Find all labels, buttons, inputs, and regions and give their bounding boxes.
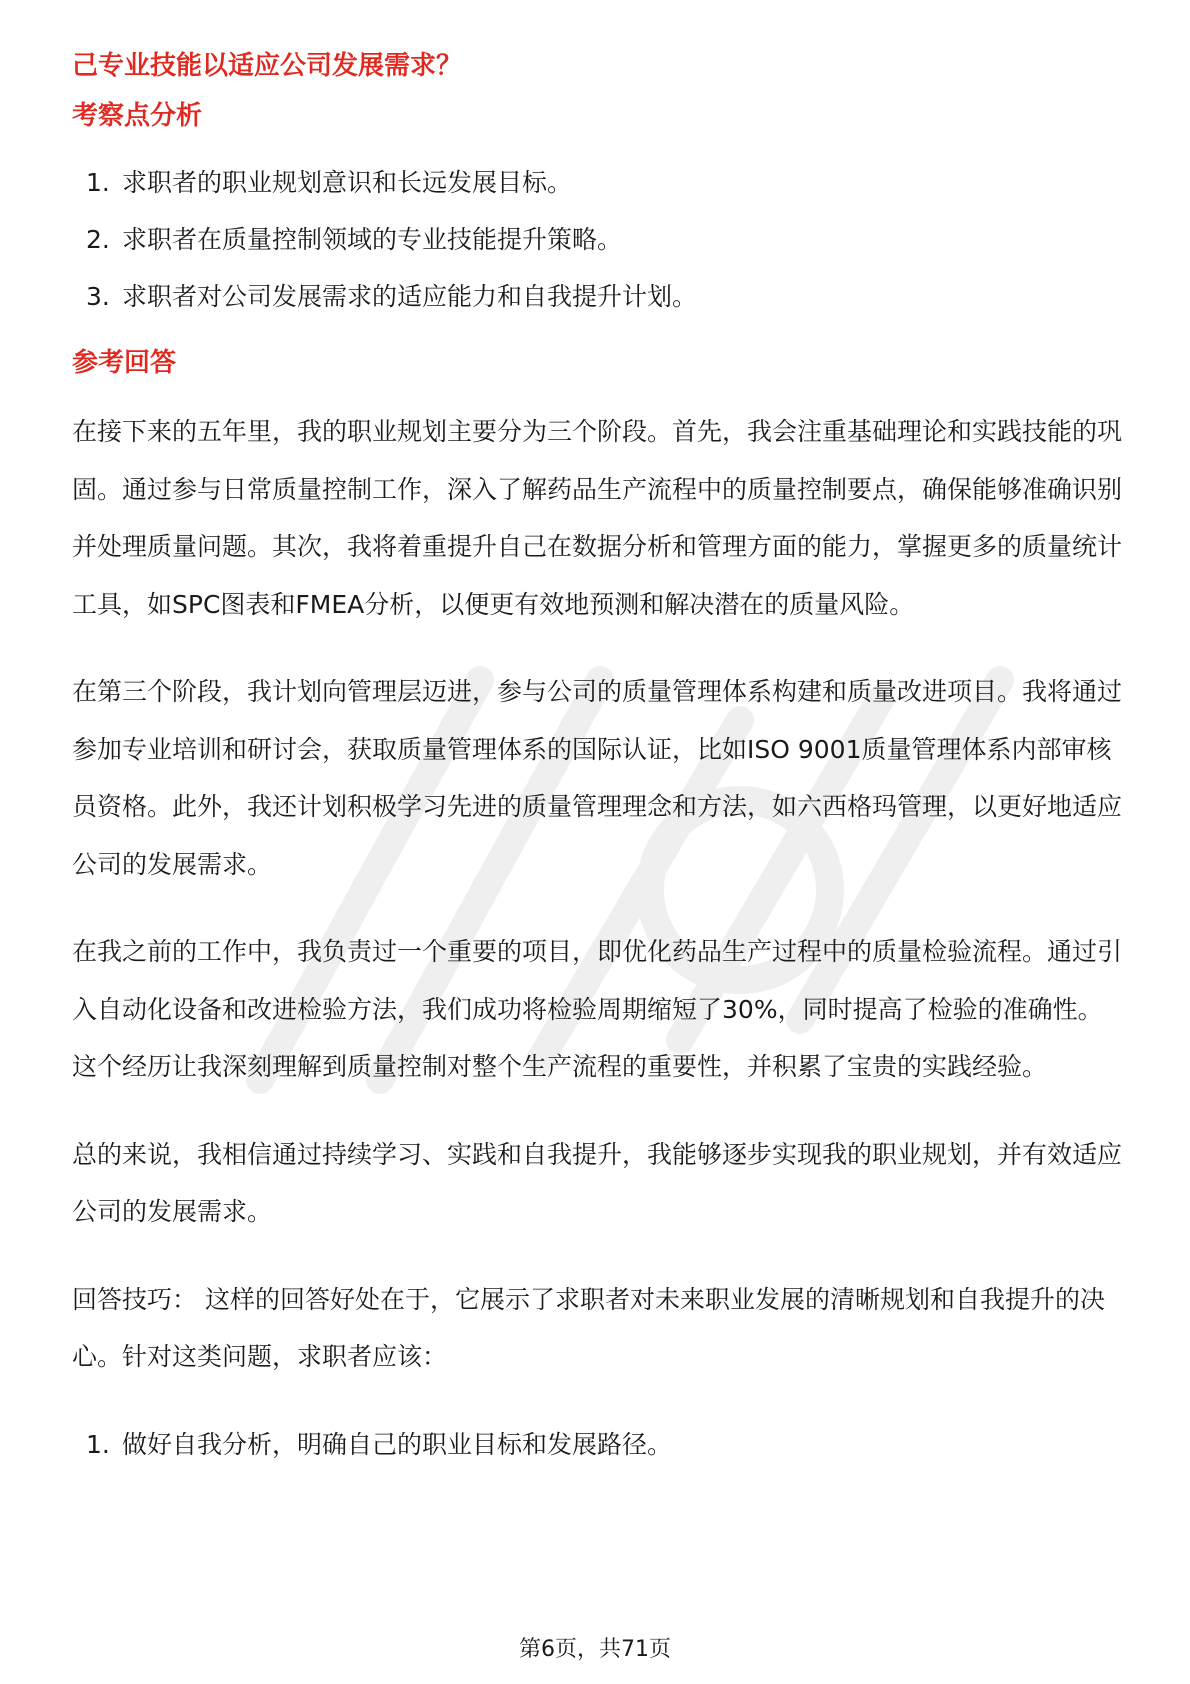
question-tail: 己专业技能以适应公司发展需求？: [72, 51, 463, 81]
answer-paragraph: 在接下来的五年里，我的职业规划主要分为三个阶段。首先，我会注重基础理论和实践技能的巩固。通过参与日常质量控制工作，深入了解药品生产流程中的质量控制要点，确保能够准确识别并处理质量问题。其次，我将着重提升自己在数据分析和管理方面的能力，掌握更多的质量统计工具，如SPC图表和FMEA分析，以便更有效地预测和解决潜在的质量风险。: [72, 417, 1123, 619]
list-item: [72, 154, 1122, 211]
analysis-title: 考察点分析: [72, 101, 203, 131]
answer-paragraph: 在第三个阶段，我计划向管理层迈进，参与公司的质量管理体系构建和质量改进项目。我将通过参加专业培训和研讨会，获取质量管理体系的国际认证，比如ISO 9001质量管理体系内部审核员资格。此外，我还计划积极学习先进的质量管理理念和方法，如六西格玛管理，以更好地适应公司的发展需求。: [72, 677, 1123, 879]
list-number: 1.: [86, 168, 110, 197]
list-item-text: 求职者的职业规划意识和长远发展目标。: [122, 168, 573, 197]
list-item-text: 做好自我分析，明确自己的职业目标和发展路径。: [122, 1429, 673, 1459]
list-number: 2.: [86, 225, 110, 254]
list-item-text: 求职者对公司发展需求的适应能力和自我提升计划。: [122, 282, 698, 311]
tips-list: [72, 1416, 1122, 1473]
answer-paragraph: 总的来说，我相信通过持续学习、实践和自我提升，我能够逐步实现我的职业规划，并有效适应公司的发展需求。: [72, 1139, 1123, 1226]
document-content: [72, 44, 1122, 1473]
list-number: 1.: [86, 1429, 110, 1459]
list-item: [72, 1416, 1122, 1473]
analysis-list: [72, 154, 1122, 325]
list-item-text: 求职者在质量控制领域的专业技能提升策略。: [122, 225, 623, 254]
list-number: 3.: [86, 282, 110, 311]
page-footer: 第6页，共71页: [519, 1637, 671, 1662]
list-item: [72, 268, 1122, 325]
list-item: [72, 211, 1122, 268]
answer-title: 参考回答: [72, 348, 177, 378]
answer-paragraph: 在我之前的工作中，我负责过一个重要的项目，即优化药品生产过程中的质量检验流程。通过引入自动化设备和改进检验方法，我们成功将检验周期缩短了30%，同时提高了检验的准确性。这个经历让我深刻理解到质量控制对整个生产流程的重要性，并积累了宝贵的实践经验。: [72, 937, 1123, 1081]
answer-tips-paragraph: 回答技巧： 这样的回答好处在于，它展示了求职者对未来职业发展的清晰规划和自我提升的决心。针对这类问题，求职者应该：: [72, 1284, 1105, 1371]
